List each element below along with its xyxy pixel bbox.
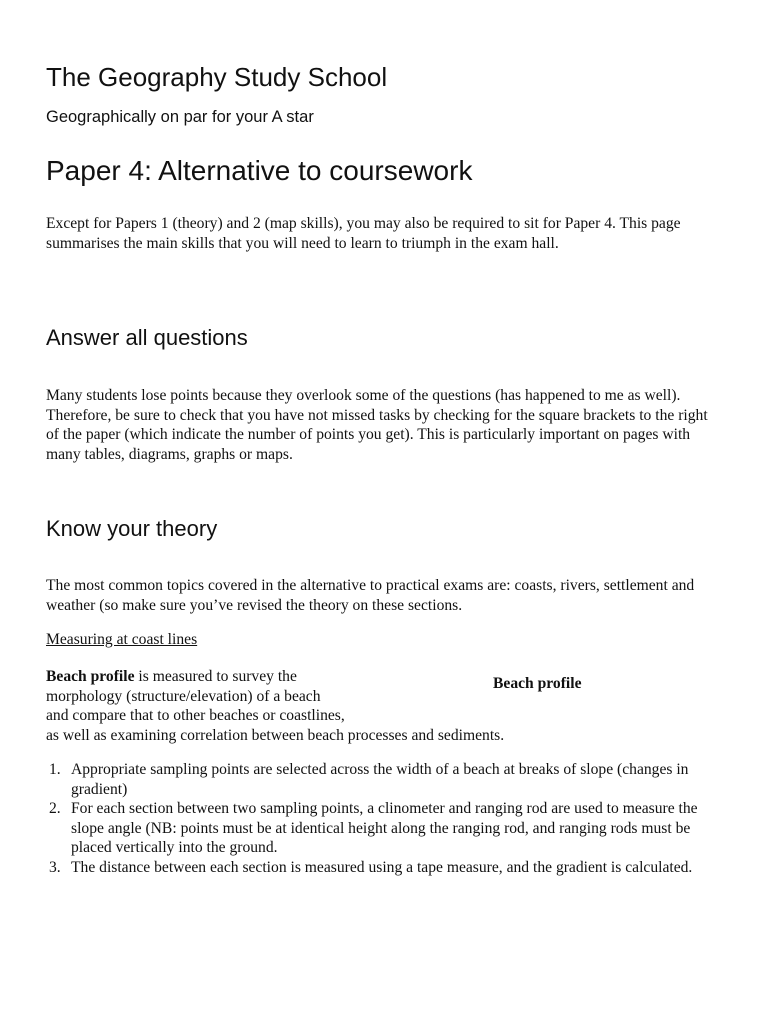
- coast-subheading: Measuring at coast lines: [46, 631, 198, 648]
- intro-paragraph: Except for Papers 1 (theory) and 2 (map skills), you may also be required to sit for Paper 4. This page summarises the main skills that you will need to learn to triumph in the exam hall.: [46, 215, 681, 252]
- list-item-text: Appropriate sampling points are selected across the width of a beach at breaks of slope (changes in gradient): [71, 761, 689, 798]
- list-item-text: The distance between each section is measured using a tape measure, and the gradient is calculated.: [71, 858, 693, 876]
- list-item: [46, 858, 726, 878]
- section-heading-answer-all: Answer all questions: [46, 325, 248, 350]
- list-item-number: 3.: [49, 858, 61, 876]
- list-item-number: 1.: [49, 761, 61, 778]
- beach-profile-paragraph: [46, 667, 726, 745]
- section-heading-know-theory: Know your theory: [46, 516, 218, 541]
- list-item-number: 2.: [49, 800, 61, 817]
- section-body-answer-all: Many students lose points because they overlook some of the questions (has happened to me as well). Therefore, be sure to check that you have not missed tasks by checking for the square brackets to the right of the paper (which indicate the number of points you get). This is particularly important on pages with many tables, diagrams, graphs or maps.: [46, 387, 708, 463]
- list-item: [46, 799, 726, 858]
- site-title: The Geography Study School: [46, 62, 388, 92]
- section-body-know-theory: The most common topics covered in the alternative to practical exams are: coasts, rivers, settlement and weather (so make sure you’ve revised the theory on these sections.: [46, 577, 695, 614]
- beach-profile-steps: [46, 760, 726, 877]
- site-tagline: Geographically on par for your A star: [46, 108, 314, 126]
- beach-profile-term: Beach profile: [46, 668, 135, 685]
- list-item-text: For each section between two sampling points, a clinometer and ranging rod are used to measure the slope angle (NB: points must be at identical height along the ranging rod, and ranging rods must be placed vertically into the ground.: [71, 800, 698, 856]
- figure-caption: Beach profile: [493, 675, 582, 692]
- page-title: Paper 4: Alternative to coursework: [46, 155, 473, 186]
- list-item: [46, 760, 726, 799]
- beach-profile-description: is measured to survey the morphology (structure/elevation) of a beach and compare that to other beaches or coastlines, as well as examining correlation between beach processes and sediments.: [46, 668, 505, 744]
